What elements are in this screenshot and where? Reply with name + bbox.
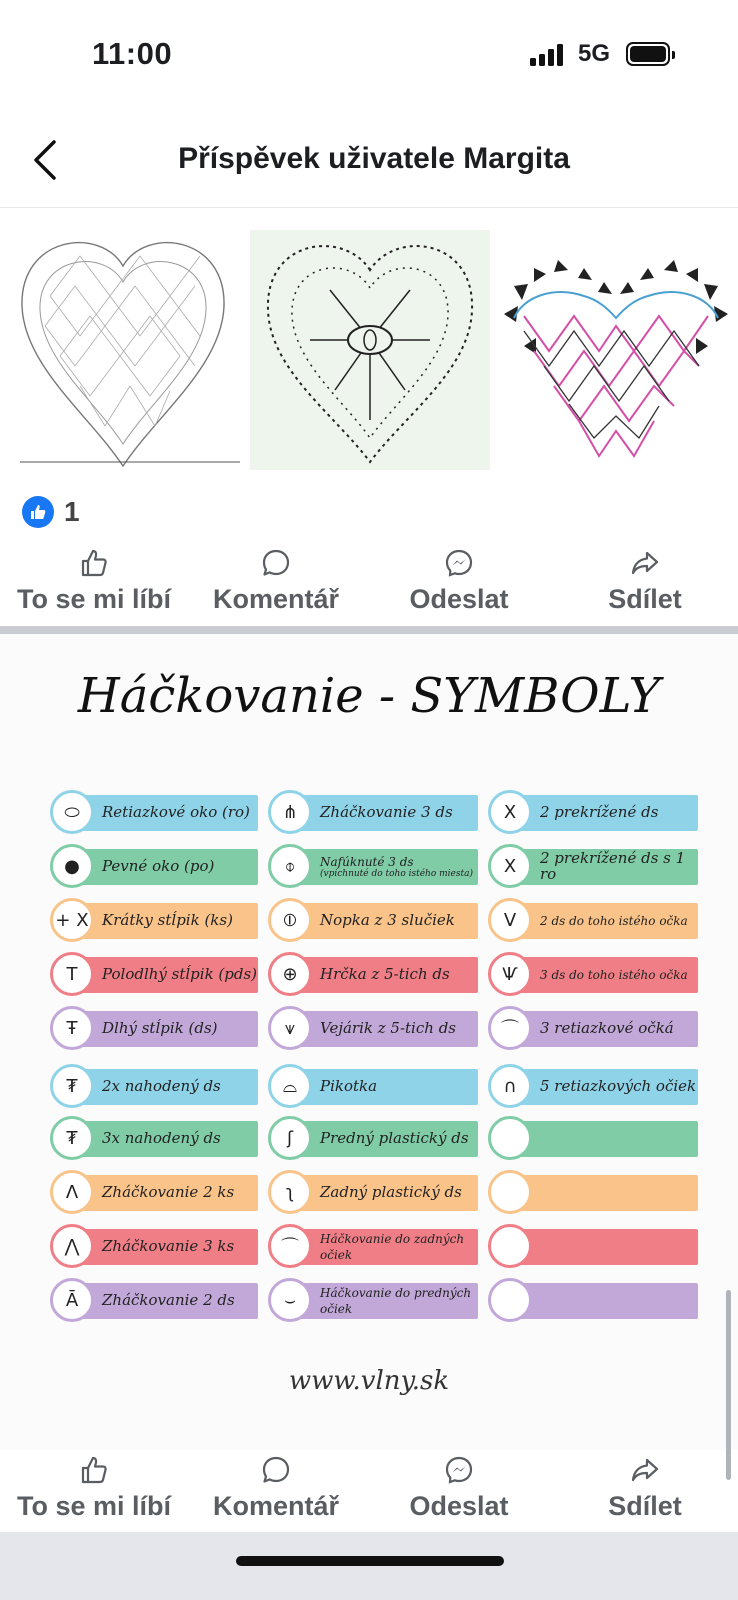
symbol-row	[50, 1226, 258, 1266]
symbol-row	[268, 1226, 478, 1266]
crochet-symbol-icon	[488, 1278, 532, 1322]
symbol-label	[510, 957, 698, 993]
symbol-row	[488, 954, 698, 994]
crochet-symbol-icon: V	[488, 898, 532, 942]
symbol-label-text: Polodlhý stĺpik (pds)	[102, 965, 258, 984]
status-time: 11:00	[92, 36, 173, 71]
like-button[interactable]	[4, 1455, 184, 1535]
post-separator	[0, 626, 738, 634]
symbol-row	[488, 1280, 698, 1320]
symbol-label	[290, 1229, 478, 1265]
symbol-label	[290, 849, 478, 885]
symbol-label-text: Zháčkovanie 3 ds	[320, 803, 453, 822]
symbol-row	[488, 1118, 698, 1158]
like-label: To se mi líbí	[16, 584, 172, 614]
crochet-symbol-icon: ⩛	[268, 1006, 312, 1050]
symbol-label-text: Krátky stĺpik (ks)	[102, 911, 233, 930]
crochet-heart-image-2[interactable]	[250, 230, 490, 470]
page-title: Příspěvek uživatele Margita	[178, 142, 570, 175]
symbol-label	[510, 795, 698, 831]
like-label: To se mi líbí	[16, 1491, 172, 1521]
symbol-label-text: 2x nahodený ds	[102, 1077, 221, 1096]
crochet-symbol-icon: Ā	[50, 1278, 94, 1322]
symbol-label	[510, 1229, 698, 1265]
crochet-symbol-icon: Ŧ	[50, 1006, 94, 1050]
symbol-label	[72, 1121, 258, 1157]
messenger-icon	[444, 1455, 474, 1485]
send-label: Odeslat	[409, 584, 509, 614]
symbol-row	[50, 1280, 258, 1320]
post-header	[0, 110, 738, 208]
symbol-label-text: 3 retiazkové očká	[540, 1019, 674, 1038]
bottom-bar	[0, 1532, 738, 1600]
crochet-symbol-icon: ●	[50, 844, 94, 888]
crochet-symbol-icon: ⌓	[268, 1064, 312, 1108]
symbol-label	[72, 795, 258, 831]
reaction-count: 1	[64, 496, 80, 527]
symbol-label	[72, 1229, 258, 1265]
crochet-symbol-icon: + X	[50, 898, 94, 942]
home-indicator[interactable]	[236, 1556, 504, 1566]
share-button[interactable]	[580, 1455, 710, 1535]
crochet-symbol-icon: ∩	[488, 1064, 532, 1108]
crochet-symbol-icon: ⋀	[50, 1224, 94, 1268]
battery-icon	[626, 42, 670, 66]
symbol-label-text: 5 retiazkových očiek	[540, 1077, 697, 1096]
symbol-row	[268, 1066, 478, 1106]
symbol-row	[50, 954, 258, 994]
send-button[interactable]	[394, 1455, 524, 1535]
crochet-symbol-icon	[488, 1170, 532, 1214]
symbol-row	[488, 1066, 698, 1106]
post-images	[0, 208, 738, 480]
thumbs-up-icon	[79, 548, 109, 578]
symbol-label	[510, 1011, 698, 1047]
status-bar	[0, 0, 738, 110]
comment-button[interactable]	[200, 548, 352, 628]
symbol-label	[510, 1175, 698, 1211]
symbol-label	[510, 1283, 698, 1319]
crochet-symbol-icon: Ѱ	[488, 952, 532, 996]
comment-label: Komentář	[212, 584, 340, 614]
symbol-label-text: Nafúknuté 3 ds	[320, 855, 414, 870]
share-label: Sdílet	[608, 1491, 682, 1521]
crochet-symbol-icon: ʅ	[268, 1170, 312, 1214]
symbol-label	[290, 1121, 478, 1157]
crochet-symbol-icon: ʃ	[268, 1116, 312, 1160]
like-reaction-icon	[22, 496, 54, 528]
symbol-row	[268, 900, 478, 940]
comment-button[interactable]	[200, 1455, 352, 1535]
symbol-row	[268, 954, 478, 994]
symbol-label-text: 2 ds do toho istého očka	[540, 914, 688, 929]
symbol-label	[290, 795, 478, 831]
symbol-label-text: Nopka z 3 slučiek	[320, 911, 455, 930]
symbol-sublabel: (vpichnuté do toho istého miesta)	[320, 869, 473, 880]
scrollbar[interactable]	[726, 1290, 731, 1480]
crochet-symbol-icon: ⌣	[268, 1278, 312, 1322]
symbol-label	[72, 957, 258, 993]
messenger-icon	[444, 548, 474, 578]
symbol-label	[510, 1121, 698, 1157]
symbol-label	[72, 849, 258, 885]
crochet-symbol-icon: ⌒	[268, 1224, 312, 1268]
crochet-symbols-image[interactable]	[0, 634, 738, 1450]
symbol-label	[290, 1069, 478, 1105]
like-button[interactable]	[4, 548, 184, 628]
share-icon	[630, 1455, 660, 1485]
crochet-symbol-icon	[488, 1224, 532, 1268]
symbol-label	[510, 903, 698, 939]
symbol-label-text: 2 prekrížené ds	[540, 803, 659, 822]
symbol-row	[268, 1172, 478, 1212]
crochet-symbol-icon: ⬭	[50, 790, 94, 834]
symbol-row	[488, 1172, 698, 1212]
symbol-label-text: Háčkovanie do predných očiek	[320, 1286, 472, 1316]
share-button[interactable]	[580, 548, 710, 628]
symbol-row	[488, 1226, 698, 1266]
symbol-row	[268, 1008, 478, 1048]
symbol-row	[50, 1118, 258, 1158]
symbol-row	[268, 846, 478, 886]
send-label: Odeslat	[409, 1491, 509, 1521]
symbol-label	[72, 1069, 258, 1105]
cellular-signal-icon	[530, 44, 564, 66]
symbol-row	[268, 792, 478, 832]
symbol-label	[290, 903, 478, 939]
symbol-label	[510, 849, 698, 885]
symbols-title: Háčkovanie - SYMBOLY	[77, 668, 661, 724]
symbol-row	[50, 1008, 258, 1048]
comment-label: Komentář	[212, 1491, 340, 1521]
crochet-symbol-icon	[488, 1116, 532, 1160]
symbol-label	[290, 957, 478, 993]
symbol-label-text: Pikotka	[320, 1077, 378, 1096]
crochet-symbol-icon: ₮	[50, 1064, 94, 1108]
symbol-label-text: Zháčkovanie 2 ks	[102, 1183, 235, 1202]
symbol-label	[72, 1283, 258, 1319]
symbol-row	[488, 900, 698, 940]
symbol-label	[290, 1175, 478, 1211]
crochet-symbol-icon: ⋔	[268, 790, 312, 834]
symbol-label	[72, 1011, 258, 1047]
post-actions-bar-2	[0, 1455, 738, 1535]
symbol-row	[50, 846, 258, 886]
symbol-label-text: 3 ds do toho istého očka	[540, 968, 688, 983]
symbol-row	[50, 1172, 258, 1212]
symbol-row	[50, 792, 258, 832]
symbol-label	[510, 1069, 698, 1105]
crochet-symbol-icon: Λ	[50, 1170, 94, 1214]
website-text: www.vlny.sk	[288, 1366, 450, 1396]
share-icon	[630, 548, 660, 578]
symbol-label-text: Predný plastický ds	[320, 1129, 469, 1148]
symbol-label-text: Zháčkovanie 3 ks	[102, 1237, 235, 1256]
network-type: 5G	[578, 40, 611, 67]
crochet-heart-image-1[interactable]	[0, 226, 246, 472]
symbol-row	[488, 1008, 698, 1048]
symbol-label	[72, 903, 258, 939]
crochet-symbol-icon: ⦶	[268, 898, 312, 942]
comment-icon	[261, 1455, 291, 1485]
symbol-label	[72, 1175, 258, 1211]
crochet-symbol-icon: X	[488, 790, 532, 834]
crochet-symbol-icon: ⊕	[268, 952, 312, 996]
crochet-symbol-icon: ₮	[50, 1116, 94, 1160]
symbol-label-text: Háčkovanie do zadných očiek	[320, 1232, 465, 1262]
symbol-row	[50, 900, 258, 940]
crochet-symbol-icon: ⌒	[488, 1006, 532, 1050]
comment-icon	[261, 548, 291, 578]
thumbs-up-icon	[79, 1455, 109, 1485]
share-label: Sdílet	[608, 584, 682, 614]
symbol-row	[268, 1280, 478, 1320]
symbol-label-text: Zadný plastický ds	[320, 1183, 462, 1202]
symbol-label	[290, 1011, 478, 1047]
symbol-label-text: Retiazkové oko (ro)	[102, 803, 250, 822]
symbol-row	[50, 1066, 258, 1106]
symbol-label-text: Zháčkovanie 2 ds	[102, 1291, 235, 1310]
crochet-symbol-icon: T	[50, 952, 94, 996]
symbol-row	[268, 1118, 478, 1158]
reactions-summary[interactable]	[22, 494, 80, 530]
symbol-label	[290, 1283, 478, 1319]
symbol-label-text: Dlhý stĺpik (ds)	[102, 1019, 218, 1038]
symbol-row	[488, 792, 698, 832]
crochet-symbol-icon: ⌽	[268, 844, 312, 888]
symbol-label-text: 2 prekrížené ds s 1 ro	[540, 849, 686, 883]
symbol-row	[488, 846, 698, 886]
symbol-label-text: Pevné oko (po)	[102, 857, 215, 876]
symbol-label-text: Vejárik z 5-tich ds	[320, 1019, 456, 1038]
symbol-label-text: 3x nahodený ds	[102, 1129, 221, 1148]
crochet-heart-image-3[interactable]	[494, 226, 738, 472]
crochet-symbol-icon: X	[488, 844, 532, 888]
send-button[interactable]	[394, 548, 524, 628]
post-actions-bar	[0, 548, 738, 628]
symbol-label-text: Hrčka z 5-tich ds	[320, 965, 450, 984]
